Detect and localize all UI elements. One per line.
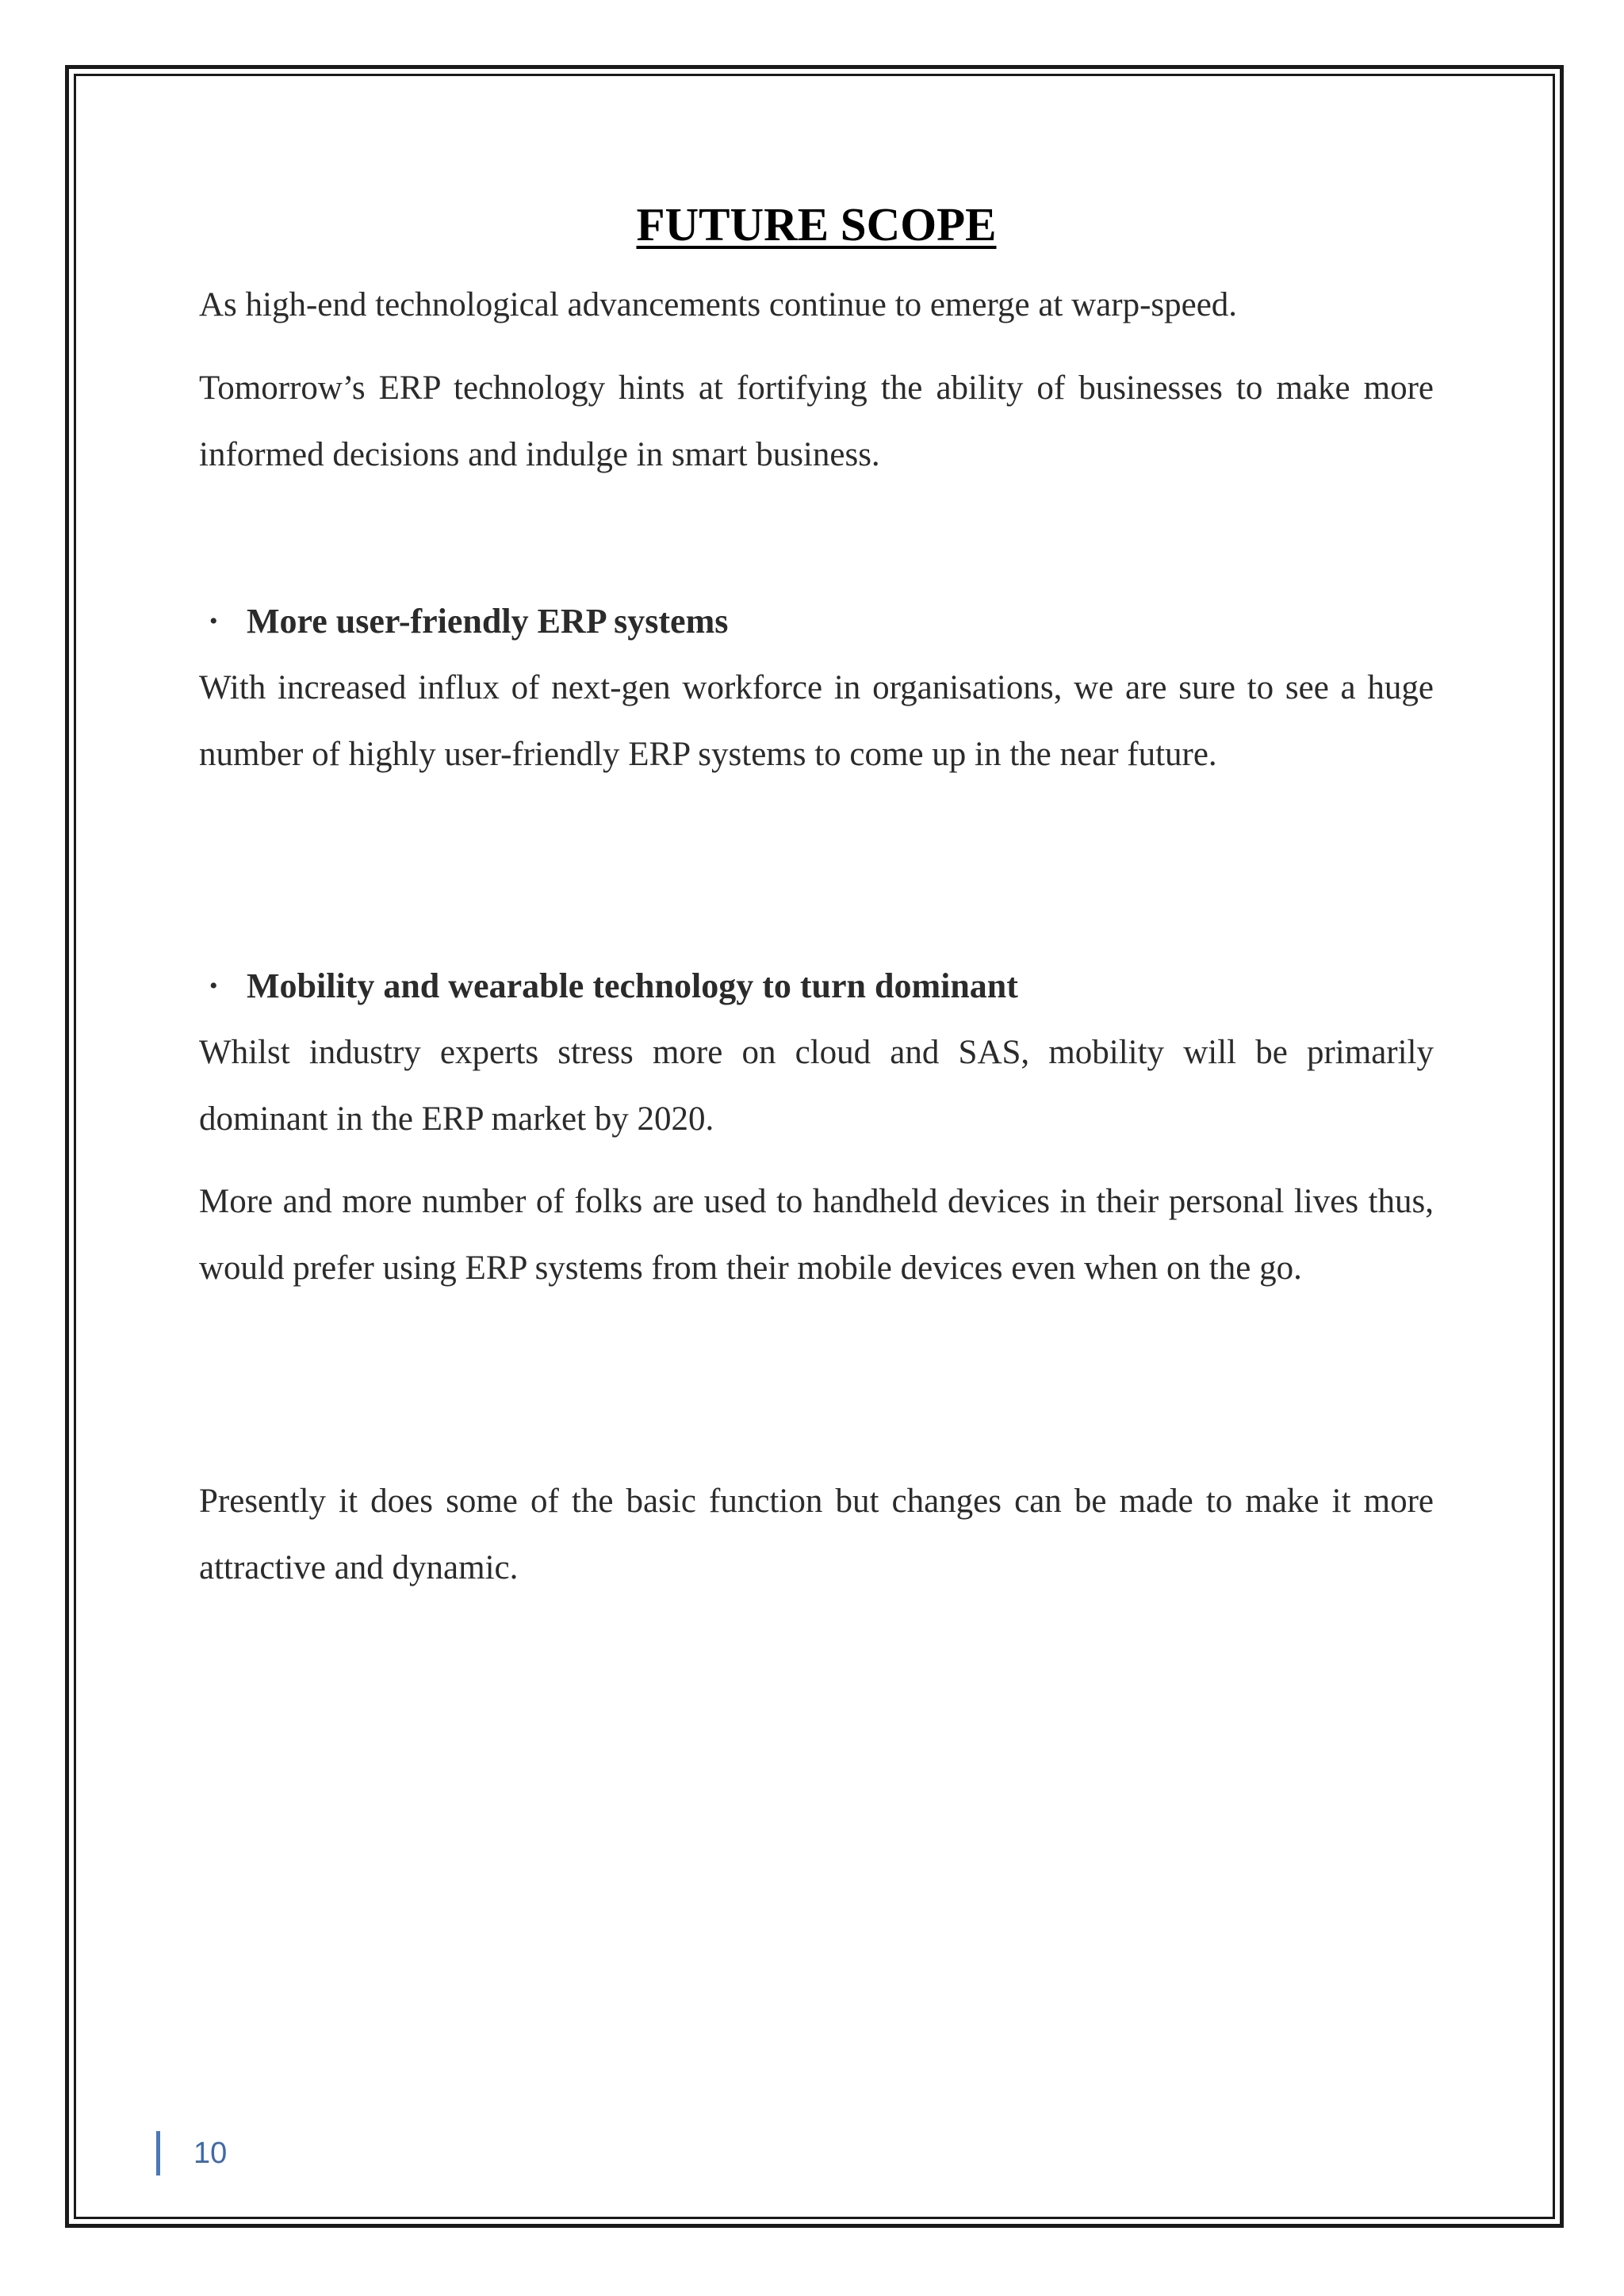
page-footer [156, 2131, 227, 2175]
section-1-paragraph-1: With increased influx of next-gen workforce in organisations, we are sure to see a huge number of highly user-friendly ERP systems to come up in the near future. [199, 669, 1434, 773]
bullet-icon: • [209, 973, 218, 999]
section-heading-text: Mobility and wearable technology to turn dominant [247, 966, 1018, 1005]
page-title [199, 197, 1434, 252]
section-heading-user-friendly [209, 598, 1434, 645]
section-2-paragraph-2: More and more number of folks are used to handheld devices in their personal lives thus, would prefer using ERP systems from their mobile devices even when on the go. [199, 1183, 1434, 1287]
bullet-icon: • [209, 608, 218, 634]
footer-accent-bar [156, 2131, 160, 2175]
page-title-text: FUTURE SCOPE [636, 198, 997, 251]
intro-paragraph-2: Tomorrow’s ERP technology hints at fortifying the ability of businesses to make more informed decisions and indulge in smart business. [199, 369, 1434, 473]
section-heading-text: More user-friendly ERP systems [247, 602, 729, 641]
intro-paragraph-1: As high-end technological advancements continue to emerge at warp-speed. [199, 286, 1238, 323]
section-2-paragraph-1: Whilst industry experts stress more on cloud and SAS, mobility will be primarily dominant in the ERP market by 2020. [199, 1034, 1434, 1138]
closing-paragraph: Presently it does some of the basic function but changes can be made to make it more attractive and dynamic. [199, 1483, 1434, 1586]
section-heading-mobility [209, 962, 1434, 1010]
page-number: 10 [193, 2136, 228, 2170]
